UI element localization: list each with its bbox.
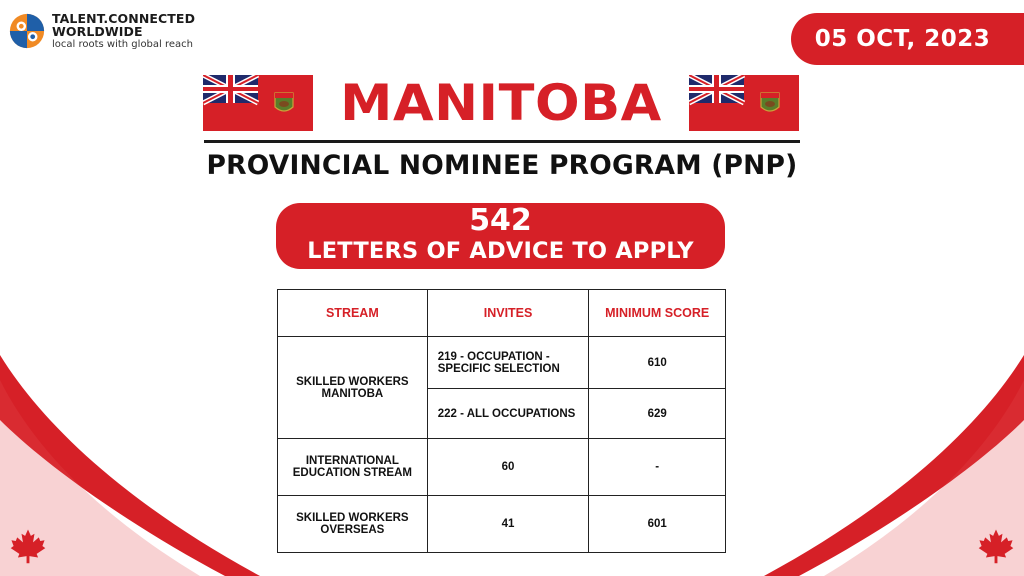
score-cell: 610: [589, 337, 726, 389]
table-row: [278, 439, 726, 496]
column-header-stream: STREAM: [278, 290, 428, 337]
invites-cell: 222 - ALL OCCUPATIONS: [427, 389, 589, 439]
score-cell: 601: [589, 496, 726, 553]
page-title: MANITOBA: [340, 74, 662, 132]
title-divider: [204, 140, 800, 143]
stream-cell: SKILLED WORKERS OVERSEAS: [278, 496, 428, 553]
date-badge: 05 OCT, 2023: [791, 13, 1024, 65]
column-header-invites: INVITES: [427, 290, 589, 337]
maple-leaf-icon: [978, 528, 1014, 564]
invites-cell: 219 - OCCUPATION - SPECIFIC SELECTION: [427, 337, 589, 389]
invites-cell: 60: [427, 439, 589, 496]
brand-name-line2: WORLDWIDE: [52, 24, 143, 40]
manitoba-flag-icon: [203, 75, 313, 131]
table-header-row: [278, 290, 726, 337]
invitations-count: 542: [469, 203, 532, 238]
company-logo: [8, 12, 195, 51]
page-subtitle: PROVINCIAL NOMINEE PROGRAM (PNP): [206, 150, 798, 181]
stream-cell: INTERNATIONAL EDUCATION STREAM: [278, 439, 428, 496]
invites-cell: 41: [427, 496, 589, 553]
table-row: [278, 337, 726, 389]
invitations-label: LETTERS OF ADVICE TO APPLY: [307, 238, 694, 264]
score-cell: -: [589, 439, 726, 496]
column-header-minimum-score: MINIMUM SCORE: [589, 290, 726, 337]
company-logo-icon: [8, 12, 46, 50]
stream-cell: SKILLED WORKERS MANITOBA: [278, 337, 428, 439]
title-row: [203, 72, 799, 134]
brand-tagline: local roots with global reach: [52, 39, 193, 51]
manitoba-flag-icon: [689, 75, 799, 131]
maple-leaf-icon: [10, 528, 46, 564]
score-cell: 629: [589, 389, 726, 439]
invitations-summary: [276, 203, 725, 269]
draw-results-table: [277, 289, 726, 553]
brand-name-line1: TALENT.CONNECTED: [52, 11, 196, 26]
table-row: [278, 496, 726, 553]
